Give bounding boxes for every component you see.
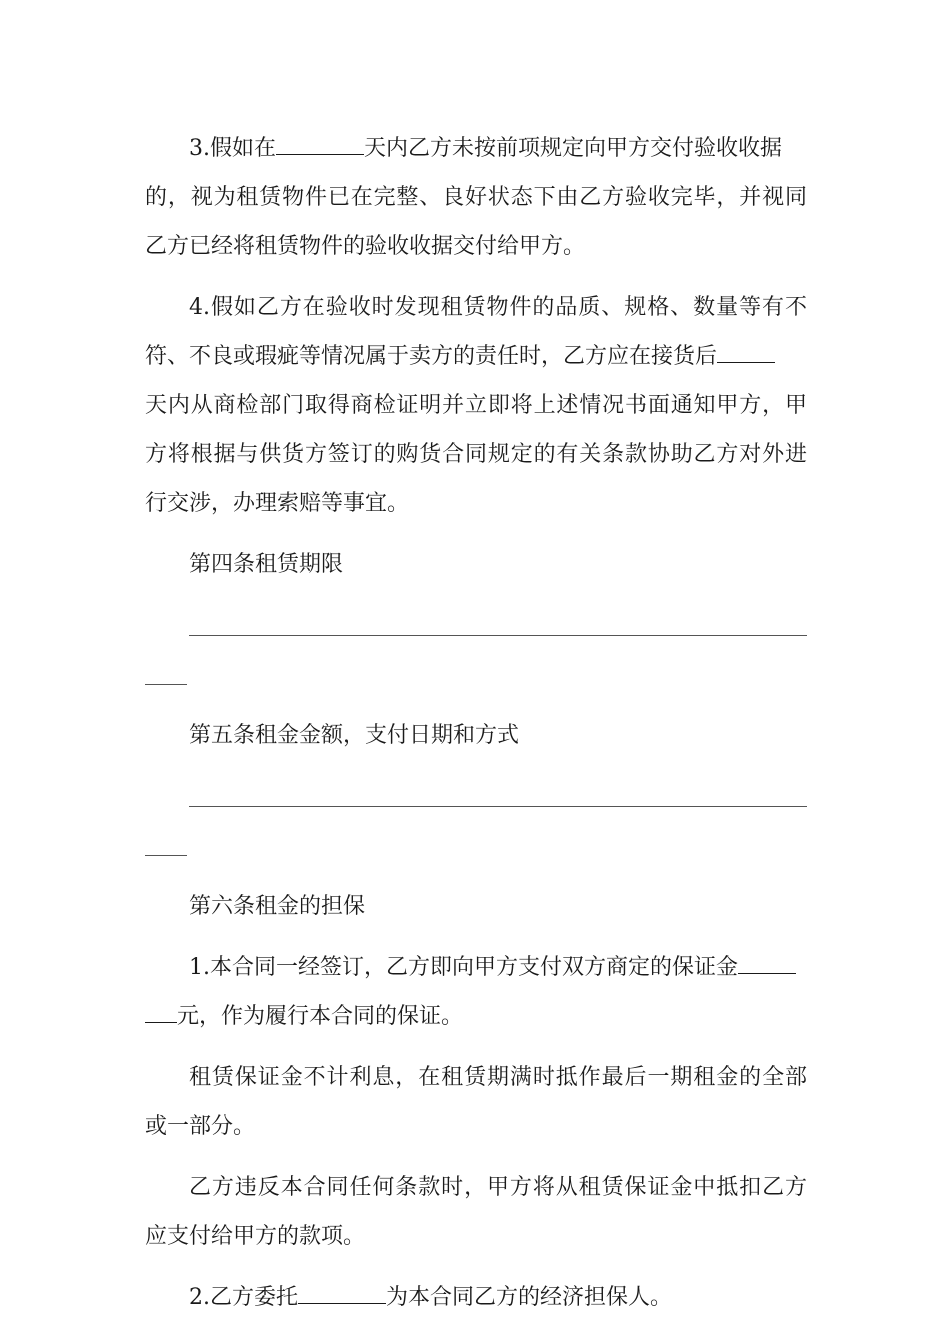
- article6-breach-line2: 应支付给甲方的款项。: [145, 1224, 366, 1249]
- para3-text-b: 天内乙方未按前项规定向甲方交付验收收据: [364, 136, 783, 161]
- article4-fill-line-end[interactable]: [145, 650, 807, 699]
- article5-fill-line-end[interactable]: [145, 821, 807, 870]
- para3-line3: 乙方已经将租赁物件的验收收据交付给甲方。: [145, 234, 586, 259]
- article6-item2: [145, 1273, 807, 1322]
- article6-deposit-line2: 或一部分。: [145, 1114, 256, 1139]
- fill-blank-deposit-cont[interactable]: [145, 992, 177, 1023]
- para4-text-a: 符、不良或瑕疵等情况属于卖方的责任时，乙方应在接货后: [145, 344, 718, 369]
- para4-line5: 行交涉，办理索赔等事宜。: [145, 491, 410, 516]
- article5-fill-line[interactable]: [145, 772, 807, 821]
- article4-heading: 第四条租赁期限: [189, 552, 344, 577]
- para4-line3: 天内从商检部门取得商检证明并立即将上述情况书面通知甲方，甲: [145, 393, 807, 418]
- article6-item2-text-a: 2.乙方委托: [189, 1285, 298, 1310]
- article6-item1-text: 1.本合同一经签订，乙方即向甲方支付双方商定的保证金: [189, 955, 738, 980]
- article6-deposit-line1: 租赁保证金不计利息，在租赁期满时抵作最后一期租金的全部: [189, 1065, 807, 1090]
- article6-heading: 第六条租金的担保: [189, 894, 366, 919]
- article4-fill-line[interactable]: [145, 601, 807, 650]
- fill-blank-days-after-receipt[interactable]: [717, 332, 775, 363]
- para4-line4: 方将根据与供货方签订的购货合同规定的有关条款协助乙方对外进: [145, 442, 807, 467]
- article5-heading: 第五条租金金额，支付日期和方式: [189, 723, 520, 748]
- article6-item1-text-b: 元，作为履行本合同的保证。: [177, 1004, 464, 1029]
- article6-breach-line1: 乙方违反本合同任何条款时，甲方将从租赁保证金中抵扣乙方: [189, 1175, 807, 1200]
- document-page: [145, 124, 807, 1322]
- article6-item1-line1: [145, 943, 807, 992]
- fill-blank-days[interactable]: [276, 124, 364, 155]
- para3-text-a: 3.假如在: [189, 136, 276, 161]
- para4-line1: 4.假如乙方在验收时发现租赁物件的品质、规格、数量等有不: [189, 295, 807, 320]
- fill-blank-guarantor[interactable]: [298, 1273, 386, 1304]
- fill-blank-deposit[interactable]: [738, 943, 796, 974]
- article6-item2-text-b: 为本合同乙方的经济担保人。: [386, 1285, 673, 1310]
- para3-line1: [145, 124, 807, 173]
- para4-line2: [145, 332, 807, 381]
- article6-item1-line2: [145, 992, 807, 1041]
- para3-line2: 的，视为租赁物件已在完整、良好状态下由乙方验收完毕，并视同: [145, 185, 807, 210]
